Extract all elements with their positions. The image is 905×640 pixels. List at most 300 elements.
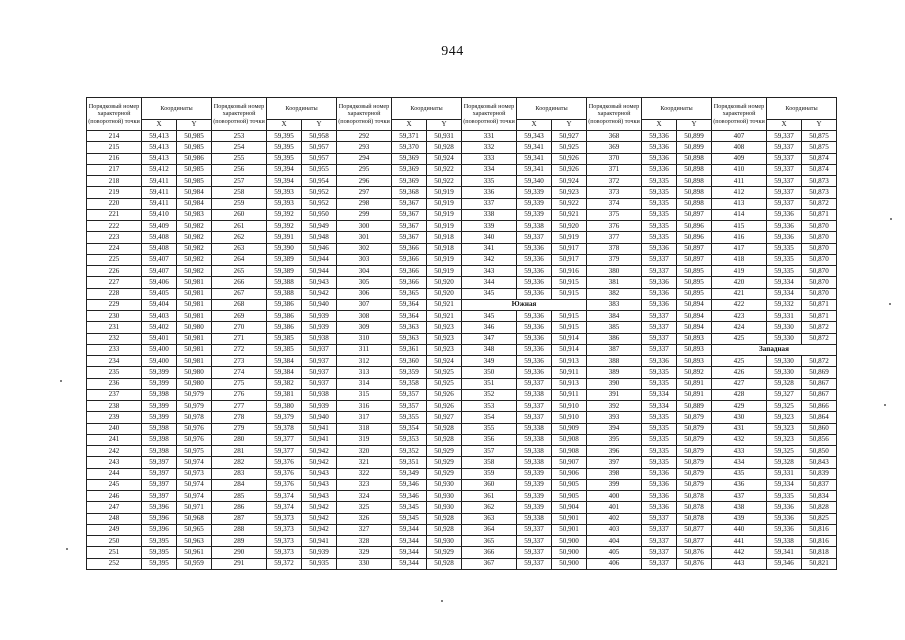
- point-number-cell: 389: [587, 367, 642, 378]
- x-cell: 59,336: [642, 142, 677, 153]
- y-cell: 50,950: [302, 209, 337, 220]
- y-cell: 50,913: [552, 356, 587, 367]
- x-cell: 59,336: [517, 243, 552, 254]
- y-cell: 50,939: [302, 547, 337, 558]
- y-cell: 50,901: [552, 524, 587, 535]
- point-number-cell: 421: [712, 288, 767, 299]
- y-cell: 50,982: [177, 232, 212, 243]
- point-number-cell: 379: [587, 254, 642, 265]
- y-cell: 50,954: [302, 176, 337, 187]
- point-number-cell: 388: [587, 356, 642, 367]
- y-cell: 50,867: [802, 389, 837, 400]
- y-cell: 50,917: [552, 254, 587, 265]
- y-cell: 50,870: [802, 254, 837, 265]
- x-cell: 59,335: [642, 378, 677, 389]
- coordinates-table: [86, 97, 837, 570]
- point-number-cell: 345: [462, 288, 517, 299]
- point-number-cell: 252: [87, 558, 142, 569]
- y-cell: 50,981: [177, 311, 212, 322]
- y-cell: 50,955: [302, 164, 337, 175]
- point-number-cell: 336: [462, 187, 517, 198]
- point-number-cell: 430: [712, 412, 767, 423]
- point-number-cell: 407: [712, 131, 767, 142]
- point-number-cell: 251: [87, 547, 142, 558]
- x-cell: 59,373: [267, 536, 302, 547]
- x-cell: 59,323: [767, 412, 802, 423]
- point-number-cell: 362: [462, 502, 517, 513]
- header-point-number: Порядковый номер характерной (поворотной) точки: [337, 98, 392, 131]
- header-coordinates: Координаты: [267, 98, 337, 120]
- x-cell: 59,335: [642, 434, 677, 445]
- x-cell: 59,335: [642, 221, 677, 232]
- point-number-cell: 405: [587, 547, 642, 558]
- x-cell: 59,346: [767, 558, 802, 569]
- y-cell: 50,975: [177, 446, 212, 457]
- section-heading: Южная: [462, 299, 587, 310]
- table-row: [87, 176, 837, 187]
- x-cell: 59,380: [267, 401, 302, 412]
- point-number-cell: 293: [337, 142, 392, 153]
- x-cell: 59,336: [642, 491, 677, 502]
- x-cell: 59,335: [642, 367, 677, 378]
- header-point-number: Порядковый номер характерной (поворотной) точки: [212, 98, 267, 131]
- y-cell: 50,872: [802, 198, 837, 209]
- table-row: [87, 322, 837, 333]
- y-cell: 50,897: [677, 209, 712, 220]
- point-number-cell: 335: [462, 176, 517, 187]
- x-cell: 59,364: [392, 311, 427, 322]
- header-y: Y: [552, 120, 587, 131]
- x-cell: 59,394: [267, 164, 302, 175]
- point-number-cell: 225: [87, 254, 142, 265]
- x-cell: 59,399: [142, 412, 177, 423]
- y-cell: 50,978: [177, 412, 212, 423]
- y-cell: 50,839: [802, 468, 837, 479]
- x-cell: 59,382: [267, 378, 302, 389]
- y-cell: 50,979: [177, 401, 212, 412]
- x-cell: 59,412: [142, 164, 177, 175]
- x-cell: 59,410: [142, 209, 177, 220]
- y-cell: 50,870: [802, 243, 837, 254]
- table-row: [87, 446, 837, 457]
- point-number-cell: 267: [212, 288, 267, 299]
- x-cell: 59,413: [142, 153, 177, 164]
- point-number-cell: 277: [212, 401, 267, 412]
- x-cell: 59,337: [517, 536, 552, 547]
- header-y: Y: [177, 120, 212, 131]
- point-number-cell: 440: [712, 524, 767, 535]
- table-row: [87, 401, 837, 412]
- y-cell: 50,898: [677, 198, 712, 209]
- point-number-cell: 375: [587, 209, 642, 220]
- point-number-cell: 433: [712, 446, 767, 457]
- y-cell: 50,919: [427, 187, 462, 198]
- x-cell: 59,399: [142, 378, 177, 389]
- y-cell: 50,871: [802, 311, 837, 322]
- header-coordinates: Координаты: [642, 98, 712, 120]
- point-number-cell: 271: [212, 333, 267, 344]
- x-cell: 59,337: [517, 412, 552, 423]
- x-cell: 59,339: [517, 502, 552, 513]
- x-cell: 59,337: [642, 547, 677, 558]
- x-cell: 59,337: [767, 187, 802, 198]
- x-cell: 59,397: [142, 468, 177, 479]
- y-cell: 50,942: [302, 524, 337, 535]
- x-cell: 59,355: [392, 412, 427, 423]
- x-cell: 59,344: [392, 547, 427, 558]
- point-number-cell: 352: [462, 389, 517, 400]
- point-number-cell: 400: [587, 491, 642, 502]
- point-number-cell: 354: [462, 412, 517, 423]
- y-cell: 50,872: [802, 333, 837, 344]
- point-number-cell: 274: [212, 367, 267, 378]
- x-cell: 59,337: [517, 401, 552, 412]
- point-number-cell: 236: [87, 378, 142, 389]
- y-cell: 50,984: [177, 187, 212, 198]
- x-cell: 59,336: [517, 333, 552, 344]
- point-number-cell: 305: [337, 277, 392, 288]
- point-number-cell: 250: [87, 536, 142, 547]
- point-number-cell: 419: [712, 266, 767, 277]
- point-number-cell: 441: [712, 536, 767, 547]
- x-cell: 59,360: [392, 356, 427, 367]
- point-number-cell: 344: [462, 277, 517, 288]
- y-cell: 50,981: [177, 333, 212, 344]
- point-number-cell: 258: [212, 187, 267, 198]
- x-cell: 59,389: [267, 266, 302, 277]
- x-cell: 59,393: [267, 187, 302, 198]
- point-number-cell: 269: [212, 311, 267, 322]
- table-row: [87, 209, 837, 220]
- point-number-cell: 367: [462, 558, 517, 569]
- y-cell: 50,942: [302, 502, 337, 513]
- point-number-cell: 281: [212, 446, 267, 457]
- point-number-cell: 245: [87, 479, 142, 490]
- scan-speck: [441, 600, 443, 602]
- x-cell: 59,336: [517, 344, 552, 355]
- point-number-cell: 374: [587, 198, 642, 209]
- point-number-cell: 263: [212, 243, 267, 254]
- x-cell: 59,336: [642, 288, 677, 299]
- y-cell: 50,986: [177, 153, 212, 164]
- point-number-cell: 351: [462, 378, 517, 389]
- point-number-cell: 239: [87, 412, 142, 423]
- x-cell: 59,349: [392, 468, 427, 479]
- point-number-cell: 356: [462, 434, 517, 445]
- point-number-cell: 308: [337, 311, 392, 322]
- table-row: [87, 221, 837, 232]
- x-cell: 59,395: [142, 536, 177, 547]
- x-cell: 59,335: [642, 176, 677, 187]
- point-number-cell: 378: [587, 243, 642, 254]
- x-cell: 59,398: [142, 389, 177, 400]
- point-number-cell: 425: [712, 356, 767, 367]
- header-y: Y: [427, 120, 462, 131]
- x-cell: 59,398: [142, 434, 177, 445]
- x-cell: 59,337: [767, 176, 802, 187]
- point-number-cell: 363: [462, 513, 517, 524]
- point-number-cell: 317: [337, 412, 392, 423]
- x-cell: 59,336: [642, 164, 677, 175]
- point-number-cell: 410: [712, 164, 767, 175]
- y-cell: 50,905: [552, 491, 587, 502]
- table-row: [87, 232, 837, 243]
- point-number-cell: 366: [462, 547, 517, 558]
- x-cell: 59,336: [767, 209, 802, 220]
- y-cell: 50,919: [427, 254, 462, 265]
- point-number-cell: 331: [462, 131, 517, 142]
- point-number-cell: 394: [587, 423, 642, 434]
- y-cell: 50,985: [177, 176, 212, 187]
- y-cell: 50,923: [427, 333, 462, 344]
- y-cell: 50,944: [302, 254, 337, 265]
- x-cell: 59,407: [142, 254, 177, 265]
- point-number-cell: 228: [87, 288, 142, 299]
- x-cell: 59,408: [142, 232, 177, 243]
- y-cell: 50,930: [427, 479, 462, 490]
- point-number-cell: 376: [587, 221, 642, 232]
- x-cell: 59,384: [267, 367, 302, 378]
- y-cell: 50,891: [677, 389, 712, 400]
- x-cell: 59,376: [267, 468, 302, 479]
- x-cell: 59,397: [142, 491, 177, 502]
- point-number-cell: 428: [712, 389, 767, 400]
- x-cell: 59,397: [142, 457, 177, 468]
- y-cell: 50,928: [427, 524, 462, 535]
- point-number-cell: 322: [337, 468, 392, 479]
- x-cell: 59,405: [142, 288, 177, 299]
- y-cell: 50,928: [427, 423, 462, 434]
- x-cell: 59,396: [142, 502, 177, 513]
- x-cell: 59,337: [642, 524, 677, 535]
- y-cell: 50,850: [802, 446, 837, 457]
- point-number-cell: 403: [587, 524, 642, 535]
- x-cell: 59,338: [517, 446, 552, 457]
- y-cell: 50,878: [677, 502, 712, 513]
- page-number: 944: [441, 44, 464, 59]
- point-number-cell: 257: [212, 176, 267, 187]
- x-cell: 59,345: [392, 502, 427, 513]
- table-row: [87, 378, 837, 389]
- point-number-cell: 259: [212, 198, 267, 209]
- x-cell: 59,336: [767, 513, 802, 524]
- table-row: [87, 187, 837, 198]
- point-number-cell: 296: [337, 176, 392, 187]
- point-number-cell: 280: [212, 434, 267, 445]
- y-cell: 50,985: [177, 131, 212, 142]
- header-coordinates: Координаты: [517, 98, 587, 120]
- point-number-cell: 429: [712, 401, 767, 412]
- point-number-cell: 307: [337, 299, 392, 310]
- y-cell: 50,879: [677, 412, 712, 423]
- x-cell: 59,337: [642, 311, 677, 322]
- y-cell: 50,943: [302, 277, 337, 288]
- table-row: [87, 198, 837, 209]
- point-number-cell: 397: [587, 457, 642, 468]
- point-number-cell: 432: [712, 434, 767, 445]
- x-cell: 59,337: [642, 558, 677, 569]
- y-cell: 50,867: [802, 378, 837, 389]
- point-number-cell: 235: [87, 367, 142, 378]
- point-number-cell: 300: [337, 221, 392, 232]
- x-cell: 59,338: [517, 513, 552, 524]
- point-number-cell: 346: [462, 322, 517, 333]
- x-cell: 59,411: [142, 198, 177, 209]
- x-cell: 59,406: [142, 277, 177, 288]
- y-cell: 50,938: [302, 333, 337, 344]
- x-cell: 59,325: [767, 446, 802, 457]
- y-cell: 50,928: [427, 142, 462, 153]
- x-cell: 59,336: [642, 502, 677, 513]
- point-number-cell: 283: [212, 468, 267, 479]
- y-cell: 50,968: [177, 513, 212, 524]
- point-number-cell: 390: [587, 378, 642, 389]
- x-cell: 59,386: [267, 311, 302, 322]
- point-number-cell: 417: [712, 243, 767, 254]
- x-cell: 59,398: [142, 446, 177, 457]
- y-cell: 50,900: [552, 547, 587, 558]
- y-cell: 50,982: [177, 221, 212, 232]
- point-number-cell: 332: [462, 142, 517, 153]
- x-cell: 59,346: [392, 491, 427, 502]
- y-cell: 50,944: [302, 266, 337, 277]
- header-x: X: [517, 120, 552, 131]
- y-cell: 50,924: [552, 176, 587, 187]
- y-cell: 50,908: [552, 434, 587, 445]
- x-cell: 59,336: [642, 356, 677, 367]
- y-cell: 50,870: [802, 232, 837, 243]
- y-cell: 50,860: [802, 423, 837, 434]
- x-cell: 59,413: [142, 131, 177, 142]
- y-cell: 50,922: [427, 164, 462, 175]
- y-cell: 50,870: [802, 288, 837, 299]
- point-number-cell: 365: [462, 536, 517, 547]
- y-cell: 50,919: [427, 221, 462, 232]
- x-cell: 59,336: [517, 254, 552, 265]
- y-cell: 50,940: [302, 299, 337, 310]
- x-cell: 59,373: [267, 513, 302, 524]
- y-cell: 50,928: [427, 558, 462, 569]
- x-cell: 59,338: [517, 423, 552, 434]
- point-number-cell: 320: [337, 446, 392, 457]
- y-cell: 50,816: [802, 536, 837, 547]
- y-cell: 50,910: [552, 401, 587, 412]
- x-cell: 59,336: [767, 232, 802, 243]
- y-cell: 50,896: [677, 232, 712, 243]
- x-cell: 59,330: [767, 322, 802, 333]
- y-cell: 50,915: [552, 288, 587, 299]
- y-cell: 50,930: [427, 491, 462, 502]
- y-cell: 50,894: [677, 311, 712, 322]
- point-number-cell: 249: [87, 524, 142, 535]
- x-cell: 59,336: [642, 468, 677, 479]
- y-cell: 50,917: [552, 243, 587, 254]
- x-cell: 59,361: [392, 344, 427, 355]
- point-number-cell: 318: [337, 423, 392, 434]
- point-number-cell: 223: [87, 232, 142, 243]
- x-cell: 59,337: [642, 266, 677, 277]
- y-cell: 50,879: [677, 446, 712, 457]
- point-number-cell: 372: [587, 176, 642, 187]
- x-cell: 59,338: [517, 457, 552, 468]
- y-cell: 50,879: [677, 468, 712, 479]
- x-cell: 59,338: [517, 389, 552, 400]
- y-cell: 50,873: [802, 187, 837, 198]
- x-cell: 59,344: [392, 536, 427, 547]
- point-number-cell: 434: [712, 457, 767, 468]
- y-cell: 50,837: [802, 479, 837, 490]
- y-cell: 50,898: [677, 153, 712, 164]
- header-point-number: Порядковый номер характерной (поворотной) точки: [462, 98, 517, 131]
- table-row: [87, 434, 837, 445]
- x-cell: 59,334: [767, 277, 802, 288]
- point-number-cell: 439: [712, 513, 767, 524]
- point-number-cell: 290: [212, 547, 267, 558]
- y-cell: 50,874: [802, 164, 837, 175]
- y-cell: 50,911: [552, 389, 587, 400]
- scan-speck: [66, 548, 68, 550]
- point-number-cell: 350: [462, 367, 517, 378]
- point-number-cell: 358: [462, 457, 517, 468]
- x-cell: 59,393: [267, 198, 302, 209]
- point-number-cell: 313: [337, 367, 392, 378]
- y-cell: 50,982: [177, 266, 212, 277]
- x-cell: 59,400: [142, 356, 177, 367]
- table-row: [87, 536, 837, 547]
- table-row: [87, 164, 837, 175]
- y-cell: 50,915: [552, 311, 587, 322]
- point-number-cell: 295: [337, 164, 392, 175]
- y-cell: 50,897: [677, 254, 712, 265]
- y-cell: 50,906: [552, 468, 587, 479]
- x-cell: 59,384: [267, 356, 302, 367]
- point-number-cell: 314: [337, 378, 392, 389]
- x-cell: 59,337: [642, 333, 677, 344]
- point-number-cell: 217: [87, 164, 142, 175]
- y-cell: 50,976: [177, 434, 212, 445]
- y-cell: 50,834: [802, 491, 837, 502]
- point-number-cell: 396: [587, 446, 642, 457]
- x-cell: 59,336: [642, 277, 677, 288]
- y-cell: 50,976: [177, 423, 212, 434]
- y-cell: 50,919: [427, 266, 462, 277]
- y-cell: 50,895: [677, 277, 712, 288]
- point-number-cell: 413: [712, 198, 767, 209]
- point-number-cell: 391: [587, 389, 642, 400]
- point-number-cell: 279: [212, 423, 267, 434]
- y-cell: 50,935: [302, 558, 337, 569]
- x-cell: 59,391: [267, 232, 302, 243]
- point-number-cell: 338: [462, 209, 517, 220]
- point-number-cell: 289: [212, 536, 267, 547]
- y-cell: 50,943: [302, 491, 337, 502]
- table-row: [87, 299, 837, 310]
- y-cell: 50,892: [677, 367, 712, 378]
- table-row: [87, 266, 837, 277]
- y-cell: 50,894: [677, 299, 712, 310]
- y-cell: 50,816: [802, 524, 837, 535]
- point-number-cell: 395: [587, 434, 642, 445]
- x-cell: 59,413: [142, 142, 177, 153]
- y-cell: 50,919: [552, 232, 587, 243]
- section-heading: Западная: [712, 344, 837, 355]
- y-cell: 50,914: [552, 333, 587, 344]
- point-number-cell: 218: [87, 176, 142, 187]
- table-row: [87, 254, 837, 265]
- y-cell: 50,889: [677, 401, 712, 412]
- y-cell: 50,872: [802, 322, 837, 333]
- y-cell: 50,875: [802, 131, 837, 142]
